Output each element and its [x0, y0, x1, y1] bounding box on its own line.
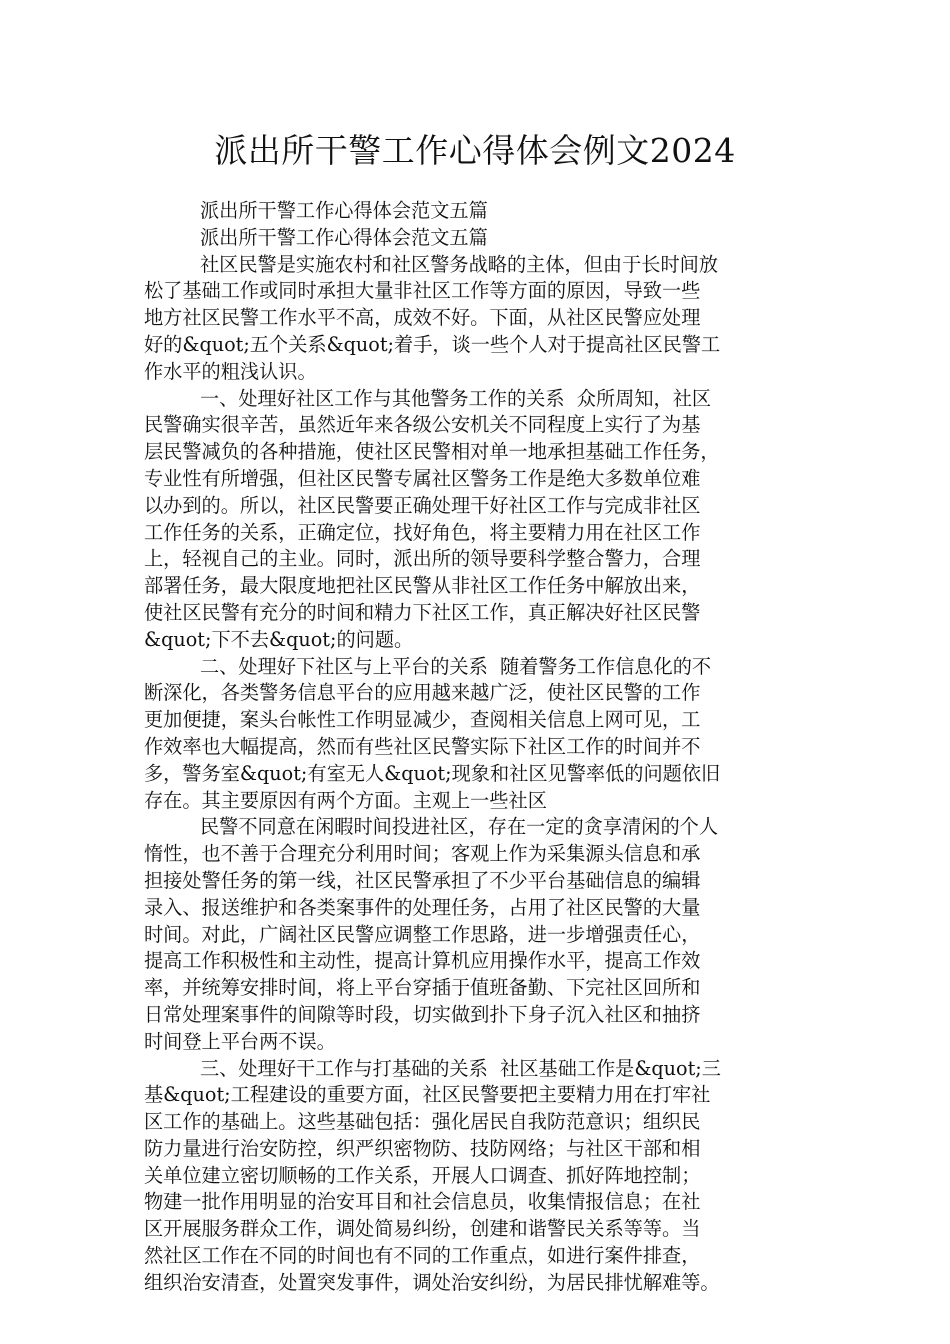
body-text-line: 时间登上平台两不误。 — [144, 1029, 336, 1053]
document-title: 派出所干警工作心得体会例文2024 — [214, 131, 736, 170]
body-text-line: 更加便捷，案头台帐性工作明显减少，查阅相关信息上网可见，工 — [144, 708, 701, 732]
body-text-line: 三、处理好干工作与打基础的关系 社区基础工作是&quot;三 — [200, 1056, 721, 1080]
body-text-line: 派出所干警工作心得体会范文五篇 — [200, 199, 488, 222]
body-text-line: 社区民警是实施农村和社区警务战略的主体，但由于长时间放 — [200, 252, 719, 276]
body-text-line: 二、处理好下社区与上平台的关系 随着警务工作信息化的不 — [200, 654, 712, 678]
body-text-line: 组织治安清查，处置突发事件，调处治安纠纷，为居民排忧解难等。 — [144, 1270, 720, 1294]
body-text-line: 作效率也大幅提高，然而有些社区民警实际下社区工作的时间并不 — [144, 734, 701, 758]
body-text-line: 上，轻视自己的主业。同时，派出所的领导要科学整合警力，合理 — [144, 547, 701, 571]
body-text-line: 派出所干警工作心得体会范文五篇 — [200, 225, 488, 249]
body-text-line: 时间。对此，广阔社区民警应调整工作思路，进一步增强责任心， — [144, 922, 701, 946]
body-text-line: 民警确实很辛苦，虽然近年来各级公安机关不同程度上实行了为基 — [144, 413, 701, 437]
body-text-line: 一、处理好社区工作与其他警务工作的关系 众所周知，社区 — [200, 386, 712, 410]
body-text-line: 惰性，也不善于合理充分利用时间；客观上作为采集源头信息和承 — [144, 842, 701, 866]
body-text-line: 民警不同意在闲暇时间投进社区，存在一定的贪享清闲的个人 — [200, 815, 719, 839]
body-text-line: 关单位建立密切顺畅的工作关系，开展人口调查、抓好阵地控制； — [144, 1163, 701, 1187]
body-text-line: 日常处理案事件的间隙等时段，切实做到扑下身子沉入社区和抽挤 — [144, 1002, 701, 1026]
body-text-line: 作水平的粗浅认识。 — [144, 359, 317, 383]
body-text-line: 区工作的基础上。这些基础包括：强化居民自我防范意识；组织民 — [144, 1110, 701, 1134]
body-text-line: 物建一批作用明显的治安耳目和社会信息员，收集情报信息；在社 — [144, 1190, 701, 1214]
body-text-line: 好的&quot;五个关系&quot;着手，谈一些个人对于提高社区民警工 — [144, 332, 721, 356]
body-text-line: 区开展服务群众工作，调处简易纠纷，创建和谐警民关系等等。当 — [144, 1217, 701, 1241]
body-text-line: 工作任务的关系，正确定位，找好角色，将主要精力用在社区工作 — [144, 520, 701, 544]
body-text-line: 层民警减负的各种措施，使社区民警相对单一地承担基础工作任务， — [144, 440, 720, 464]
body-text-line: &quot;下不去&quot;的问题。 — [144, 627, 414, 651]
body-text-line: 地方社区民警工作水平不高，成效不好。下面，从社区民警应处理 — [144, 306, 701, 330]
body-text-line: 防力量进行治安防控，织严织密物防、技防网络；与社区干部和相 — [144, 1136, 701, 1160]
body-text-line: 担接处警任务的第一线，社区民警承担了不少平台基础信息的编辑 — [144, 868, 701, 892]
body-text-line: 多，警务室&quot;有室无人&quot;现象和社区见警率低的问题依旧 — [144, 761, 721, 785]
body-text-line: 录入、报送维护和各类案事件的处理任务，占用了社区民警的大量 — [144, 895, 701, 919]
body-text-line: 存在。其主要原因有两个方面。主观上一些社区 — [144, 788, 547, 812]
body-text-line: 然社区工作在不同的时间也有不同的工作重点，如进行案件排查， — [144, 1244, 701, 1268]
document-body — [144, 198, 812, 1297]
body-text-line: 率，并统筹安排时间，将上平台穿插于值班备勤、下完社区回所和 — [144, 976, 701, 1000]
body-text-line: 使社区民警有充分的时间和精力下社区工作，真正解决好社区民警 — [144, 600, 701, 624]
body-text-line: 基&quot;工程建设的重要方面，社区民警要把主要精力用在打牢社 — [144, 1083, 711, 1107]
body-text-line: 断深化，各类警务信息平台的应用越来越广泛，使社区民警的工作 — [144, 681, 701, 705]
body-text-line: 提高工作积极性和主动性，提高计算机应用操作水平，提高工作效 — [144, 949, 701, 973]
body-text-line: 松了基础工作或同时承担大量非社区工作等方面的原因，导致一些 — [144, 279, 701, 303]
body-text-line: 以办到的。所以，社区民警要正确处理干好社区工作与完成非社区 — [144, 493, 701, 517]
body-text-line: 部署任务，最大限度地把社区民警从非社区工作任务中解放出来， — [144, 574, 701, 598]
body-text-line: 专业性有所增强，但社区民警专属社区警务工作是绝大多数单位难 — [144, 466, 701, 490]
